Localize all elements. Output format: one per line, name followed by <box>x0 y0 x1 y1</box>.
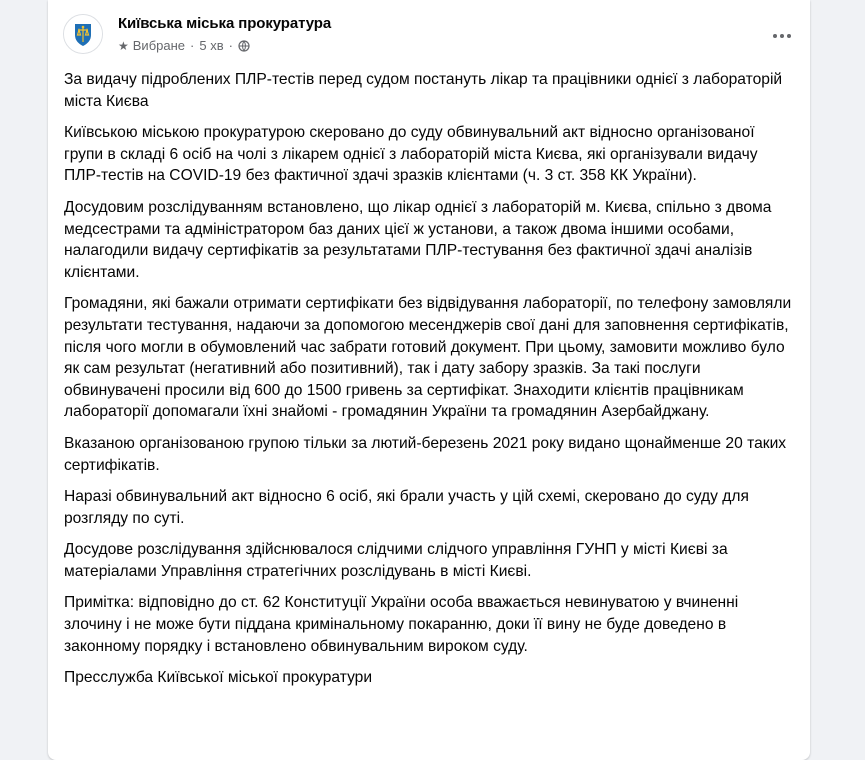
meta-separator: · <box>190 38 195 53</box>
more-options-button[interactable] <box>764 18 800 54</box>
post-meta <box>118 38 250 53</box>
post-body <box>48 64 810 689</box>
globe-icon[interactable] <box>238 40 250 52</box>
favorites-label[interactable]: Вибране <box>132 38 186 53</box>
post-timestamp[interactable]: 5 хв <box>199 38 224 53</box>
post-paragraph: Примітка: відповідно до ст. 62 Конституції України особа вважається невинуватою у вчиненні злочину і не може бути піддана кримінальному покаранню, доки її вину не буде доведено в законному порядку і встановлено обвинувальним вироком суду. <box>64 594 739 655</box>
post-paragraph: Наразі обвинувальний акт відносно 6 осіб, які брали участь у цій схемі, скеровано до суду для розгляду по суті. <box>64 488 749 527</box>
prosecutor-emblem-icon <box>64 15 102 53</box>
post-paragraph: Київською міською прокуратурою скеровано до суду обвинувальний акт відносно організованої групи в складі 6 осіб на чолі з лікарем однієї з лабораторій міста Києва, які організували видачу ПЛР-тестів на COVID-19 без фактичної здачі зразків клієнтами (ч. 3 ст. 358 КК України). <box>64 124 758 185</box>
page-name-link[interactable]: Київська міська прокуратура <box>118 15 332 32</box>
post-card <box>48 0 810 760</box>
post-paragraph: Вказаною організованою групою тільки за лютий-березень 2021 року видано щонайменше 20 таких сертифікатів. <box>64 434 787 474</box>
more-horizontal-icon <box>773 34 791 38</box>
post-paragraph: Пресслужба Київської міської прокуратури <box>64 669 373 687</box>
meta-separator-2: · <box>228 38 233 53</box>
post-paragraph: Досудовим розслідуванням встановлено, що лікар однієї з лабораторій м. Києва, спільно з двома медсестрами та адміністратором баз даних цієї ж установи, а також двома іншими особами, налагодили видачу сертифікатів за результатами ПЛР-тестування без фактичної здачі аналізів клієнтами. <box>64 198 772 281</box>
post-header <box>48 0 810 64</box>
page-avatar[interactable] <box>63 14 103 54</box>
post-paragraph: За видачу підроблених ПЛР-тестів перед судом постануть лікар та працівники однієї з лабораторій міста Києва <box>64 71 783 110</box>
post-paragraph: Громадяни, які бажали отримати сертифікати без відвідування лабораторії, по телефону замовляли результати тестування, надаючи за допомогою месенджерів свої дані для заповнення сертифікатів, після чого могли в обумовлений час забрати готовий документ. При цьому, замовити можливо було як сам результат (негативний або позитивний), так і дату забору зразків. За такі послуги обвинувачені просили від 600 до 1500 гривень за сертифікат. Знаходити клієнтів працівникам лабораторії допомагали їхні знайомі - громадянин України та громадянин Азербайджану. <box>64 295 792 421</box>
post-paragraph: Досудове розслідування здійснювалося слідчими слідчого управління ГУНП у місті Києві за матеріалами Управління стратегічних розслідувань в місті Києві. <box>64 541 728 580</box>
favorites-star-icon: ★ <box>118 38 129 53</box>
